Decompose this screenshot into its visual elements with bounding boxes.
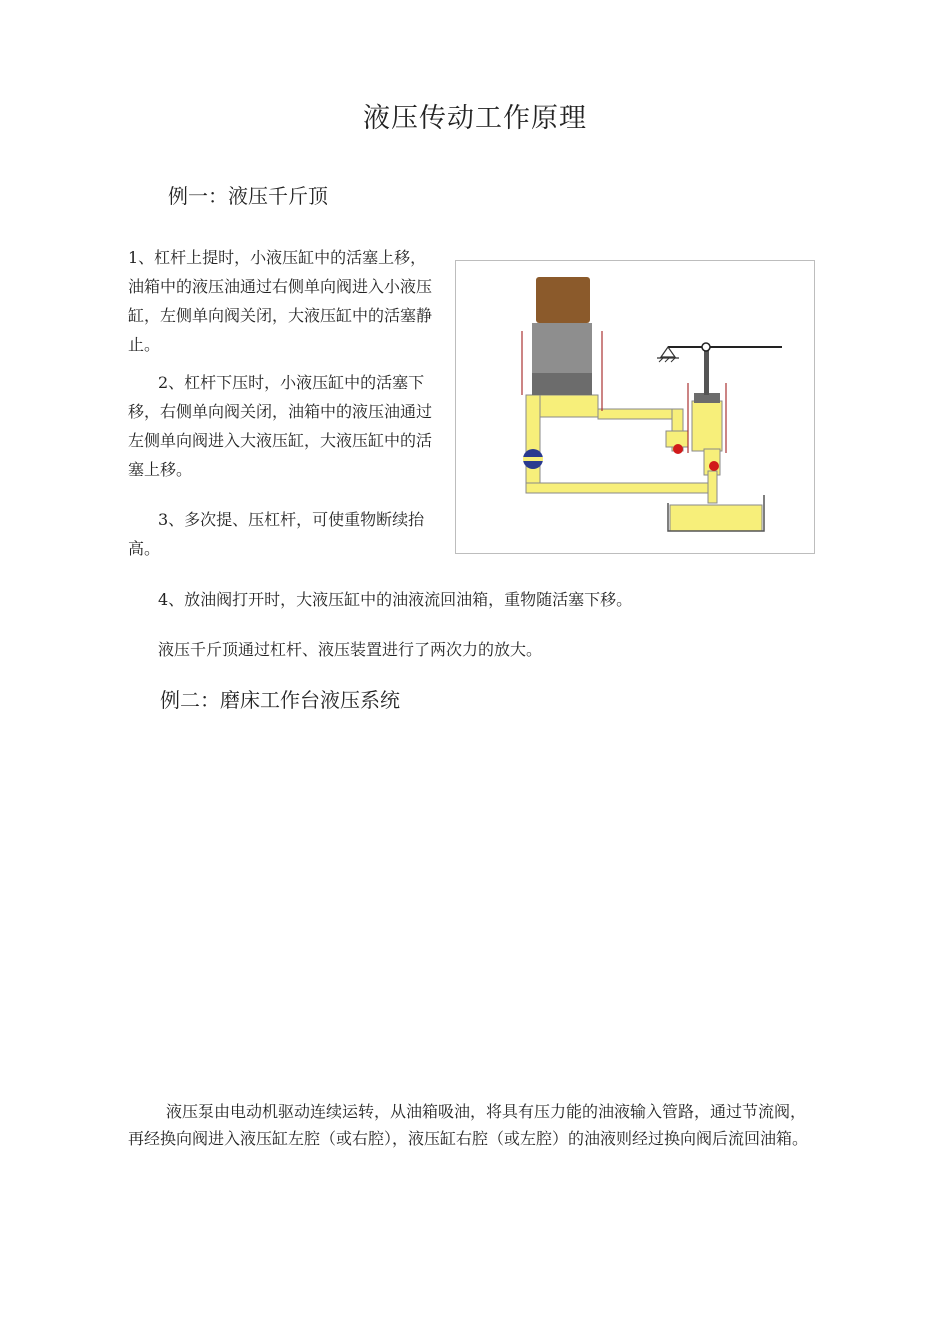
drain-valve-icon bbox=[523, 449, 543, 469]
oil-tank-fill bbox=[670, 505, 762, 531]
step-1: 1、杠杆上提时，小液压缸中的活塞上移，油箱中的液压油通过右侧单向阀进入小液压缸，左侧单向阀关闭，大液压缸中的活塞静止。 bbox=[128, 248, 433, 354]
page-title: 液压传动工作原理 bbox=[363, 103, 587, 134]
example1-heading: 例一：液压千斤顶 bbox=[168, 184, 328, 208]
left-check-valve-ball bbox=[673, 444, 683, 454]
small-piston-rod bbox=[704, 345, 709, 395]
step-2: 2、杠杆下压时，小液压缸中的活塞下移，右侧单向阀关闭，油箱中的液压油通过左侧单向阀进入大液压缸，大液压缸中的活塞上移。 bbox=[128, 373, 433, 479]
suction-pipe bbox=[708, 471, 717, 503]
right-check-valve-ball bbox=[709, 461, 719, 471]
small-cylinder-oil bbox=[692, 401, 722, 451]
lever-joint bbox=[702, 343, 710, 351]
upper-oil-channel bbox=[598, 409, 683, 419]
weight-block bbox=[536, 277, 590, 323]
fixed-pivot-icon bbox=[657, 347, 679, 362]
hydraulic-jack-figure bbox=[455, 260, 815, 554]
large-piston-rod bbox=[532, 323, 592, 373]
summary: 液压千斤顶通过杠杆、液压装置进行了两次力的放大。 bbox=[158, 640, 543, 659]
hydraulic-jack-diagram bbox=[456, 261, 814, 553]
example2-description: 液压泵由电动机驱动连续运转，从油箱吸油，将具有压力能的油液输入管路，通过节流阀，再经换向阀进入液压缸左腔（或右腔），液压缸右腔（或左腔）的油液则经过换向阀后流回油箱。 bbox=[128, 1102, 809, 1148]
left-oil-column bbox=[526, 395, 540, 493]
step-4: 4、放油阀打开时，大液压缸中的油液流回油箱，重物随活塞下移。 bbox=[158, 590, 633, 609]
example2-heading: 例二：磨床工作台液压系统 bbox=[160, 688, 400, 712]
step-3: 3、多次提、压杠杆，可使重物断续抬高。 bbox=[128, 510, 425, 558]
bottom-oil-channel bbox=[526, 483, 714, 493]
